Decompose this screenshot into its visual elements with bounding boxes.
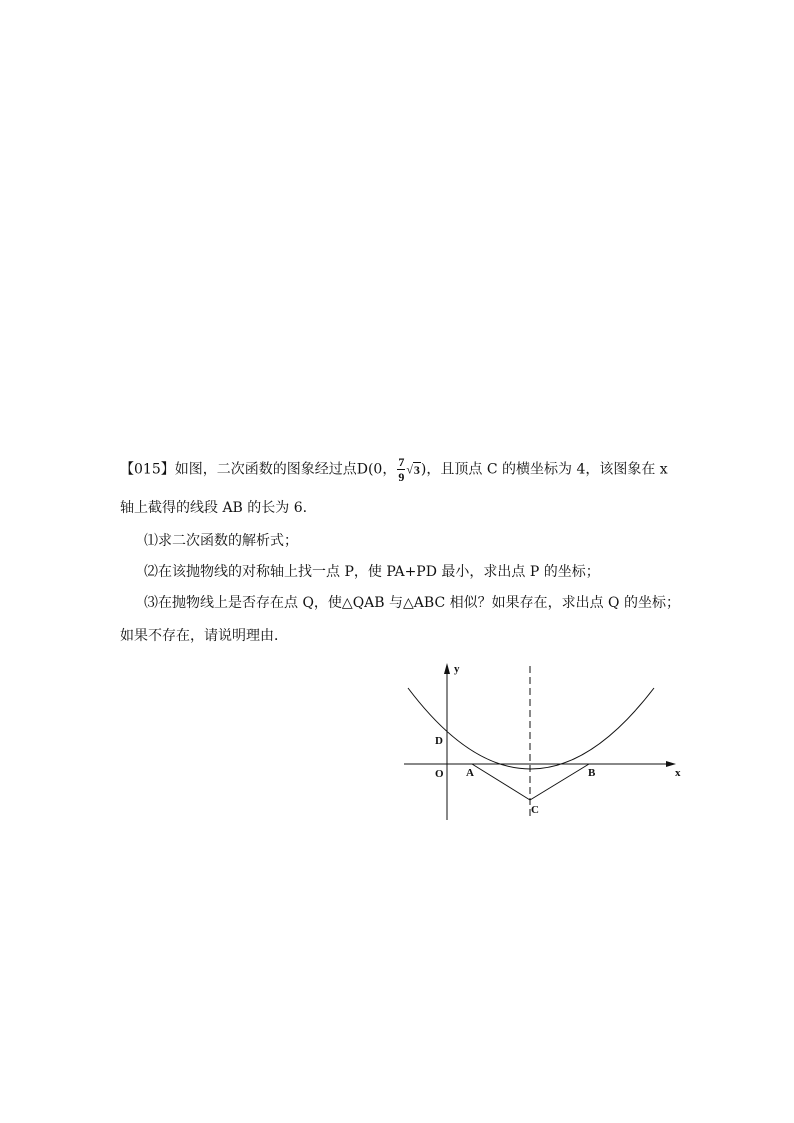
problem-line-2: 轴上截得的线段 AB 的长为 6. xyxy=(120,500,308,516)
question-2: ⑵在该抛物线的对称轴上找一点 P，使 PA+PD 最小，求出点 P 的坐标； xyxy=(144,564,600,580)
parabola-curve xyxy=(408,688,654,769)
label-y: y xyxy=(454,663,460,675)
fraction-numerator: 7 xyxy=(398,455,405,469)
fraction-7-9 xyxy=(397,456,405,483)
label-d: D xyxy=(435,735,443,747)
sqrt-radicand: 3 xyxy=(413,462,420,477)
question-1: ⑴求二次函数的解析式； xyxy=(144,533,298,549)
parabola-figure xyxy=(404,660,694,830)
problem-tag: 【015】 xyxy=(120,461,175,478)
problem-intro-cont: )，且顶点 C 的横坐标为 4，该图象在 x xyxy=(420,461,668,478)
problem-line-1 xyxy=(120,456,668,483)
y-axis-arrow xyxy=(444,663,450,674)
question-3-cont: 如果不存在，请说明理由． xyxy=(120,628,288,644)
label-a: A xyxy=(466,767,474,779)
label-o: O xyxy=(435,768,444,780)
label-b: B xyxy=(588,767,596,779)
label-x: x xyxy=(675,767,681,779)
sqrt-symbol: √ xyxy=(406,462,413,477)
segment-ac xyxy=(472,764,530,800)
fraction-denominator: 9 xyxy=(398,470,405,484)
label-c: C xyxy=(531,804,539,816)
sqrt-3 xyxy=(406,462,421,477)
segment-bc xyxy=(530,764,589,800)
problem-intro: 如图，二次函数的图象经过点D(0， xyxy=(174,461,397,478)
question-3: ⑶在抛物线上是否存在点 Q，使△QAB 与△ABC 相似？如果存在，求出点 Q 的坐标； xyxy=(144,595,680,611)
